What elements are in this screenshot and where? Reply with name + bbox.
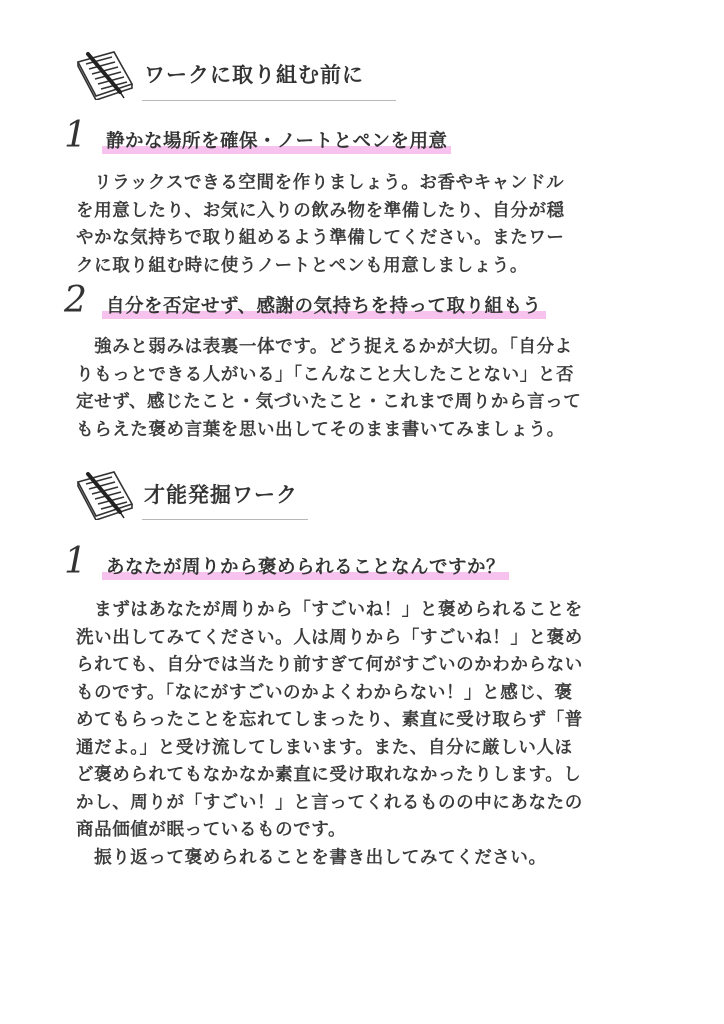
notebook-pen-icon (74, 48, 138, 100)
text-line: 強みと弱みは表裏一体です。どう捉えるかが大切。「自分よ (76, 337, 573, 357)
notebook-pen-icon (74, 468, 138, 520)
text-line: ものです。「なにがすごいのかよくわからない！」と感じ、褒 (76, 682, 573, 703)
section-title: ワークに取り組む前に (144, 63, 364, 87)
section-divider (142, 519, 308, 520)
text-line: やかな気持ちで取り組めるよう準備してください。またワー (76, 228, 565, 248)
text-line: リラックスできる空間を作りましょう。お香やキャンドル (76, 173, 565, 193)
text-line: 定せず、感じたこと・気づいたこと・これまで周りから言って (76, 392, 582, 412)
item-heading-text: 静かな場所を確保・ノートとペンを用意 (102, 127, 451, 154)
item-number: 1 (64, 115, 87, 156)
text-line: めてもらったことを忘れてしまったり、素直に受け取らず「普 (76, 710, 583, 730)
item-heading-1 (64, 115, 451, 156)
text-line: ど褒められてもなかなか素直に受け取れなかったりします。し (76, 765, 582, 785)
item-heading-text: あなたが周りから褒められることなんですか？ (102, 553, 509, 580)
text-line: 振り返って褒められることを書き出してみてください。 (76, 848, 547, 868)
section-header-talent-work (74, 468, 298, 520)
paragraph-1 (76, 170, 656, 280)
text-line: 洗い出してみてください。人は周りから「すごいね！」と褒め (76, 627, 583, 648)
item-number: 1 (64, 541, 87, 582)
text-line: もらえた褒め言葉を思い出してそのまま書いてみましょう。 (76, 419, 565, 440)
paragraph-2 (76, 334, 656, 444)
section-divider (142, 100, 396, 101)
text-line: クに取り組む時に使うノートとペンも用意しましょう。 (76, 255, 528, 276)
text-line: 商品価値が眠っているものです。 (76, 820, 347, 840)
item-heading-3 (64, 541, 509, 582)
text-line: りもっとできる人がいる」「こんなこと大したことない」と否 (76, 364, 575, 385)
text-line: かし、周りが「すごい！」と言ってくれるものの中にあなたの (76, 792, 583, 813)
section-title: 才能発掘ワーク (144, 483, 298, 507)
closing-paragraph (76, 845, 656, 873)
text-line: を用意したり、お気に入りの飲み物を準備したり、自分が穏 (76, 200, 565, 221)
text-line: られても、自分では当たり前すぎて何がすごいのかわからない (76, 655, 583, 675)
item-heading-text: 自分を否定せず、感謝の気持ちを持って取り組もう (102, 292, 546, 319)
text-line: 通だよ。」と受け流してしまいます。また、自分に厳しい人ほ (76, 737, 573, 758)
section-header-before-work (74, 48, 364, 100)
item-heading-2 (64, 280, 546, 321)
text-line: まずはあなたが周りから「すごいね！」と褒められることを (76, 600, 583, 620)
item-number: 2 (64, 280, 87, 321)
paragraph-3 (76, 597, 656, 845)
